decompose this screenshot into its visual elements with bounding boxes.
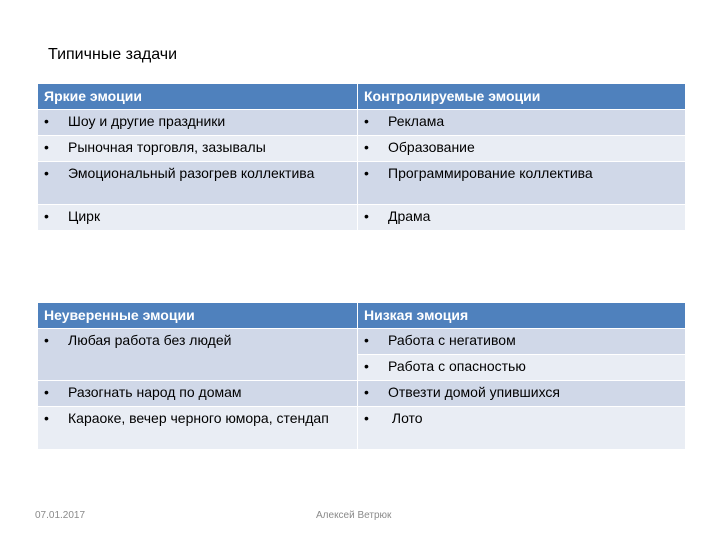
- bullet-marker: •: [44, 113, 49, 129]
- column-header-controlled-emotions: Контролируемые эмоции: [358, 84, 686, 110]
- footer-author: Алексей Ветрюк: [316, 510, 392, 521]
- column-header-low-emotion: Низкая эмоция: [358, 303, 686, 329]
- slide-title: Типичные задачи: [48, 46, 178, 63]
- cell-text: Отвезти домой упившихся: [388, 384, 560, 400]
- bullet-marker: •: [364, 165, 369, 181]
- footer-date: 07.01.2017: [35, 510, 86, 521]
- cell-text: Программирование коллектива: [388, 165, 593, 181]
- bullet-marker: •: [364, 139, 369, 155]
- bullet-marker: •: [44, 139, 49, 155]
- cell-text: Эмоциональный разогрев коллектива: [68, 165, 315, 181]
- table-row: [38, 381, 686, 407]
- cell-text: Шоу и другие праздники: [68, 113, 226, 129]
- cell-text: Образование: [388, 139, 475, 155]
- table-header-row: [38, 303, 686, 329]
- cell-text: Работа с опасностью: [388, 358, 526, 374]
- cell-text: Лото: [388, 410, 423, 426]
- table-bright-vs-controlled-emotions: [37, 83, 686, 231]
- bullet-marker: •: [364, 113, 369, 129]
- table-row: [38, 205, 686, 231]
- bullet-marker: •: [44, 165, 49, 181]
- bullet-marker: •: [364, 358, 369, 374]
- cell-text: Реклама: [388, 113, 445, 129]
- table-row: [38, 110, 686, 136]
- cell-text: Рыночная торговля, зазывалы: [68, 139, 266, 155]
- bullet-marker: •: [44, 332, 49, 348]
- bullet-marker: •: [44, 208, 49, 224]
- bullet-marker: •: [364, 208, 369, 224]
- table-row: [38, 136, 686, 162]
- table-uncertain-vs-low-emotions: [37, 302, 686, 450]
- bullet-marker: •: [364, 410, 369, 426]
- cell-text: Любая работа без людей: [68, 332, 232, 348]
- bullet-marker: •: [44, 384, 49, 400]
- table-header-row: [38, 84, 686, 110]
- cell-text: Разогнать народ по домам: [68, 384, 242, 400]
- table-row: [38, 162, 686, 205]
- bullet-marker: •: [364, 384, 369, 400]
- cell-text: Драма: [388, 208, 431, 224]
- bullet-marker: •: [364, 332, 369, 348]
- cell-text: Цирк: [68, 208, 101, 224]
- table-row: [38, 407, 686, 450]
- bullet-marker: •: [44, 410, 49, 426]
- column-header-bright-emotions: Яркие эмоции: [38, 84, 358, 110]
- table-row: [38, 329, 686, 355]
- cell-text: Работа с негативом: [388, 332, 516, 348]
- cell-text: Караоке, вечер черного юмора, стендап: [68, 410, 329, 426]
- column-header-uncertain-emotions: Неуверенные эмоции: [38, 303, 358, 329]
